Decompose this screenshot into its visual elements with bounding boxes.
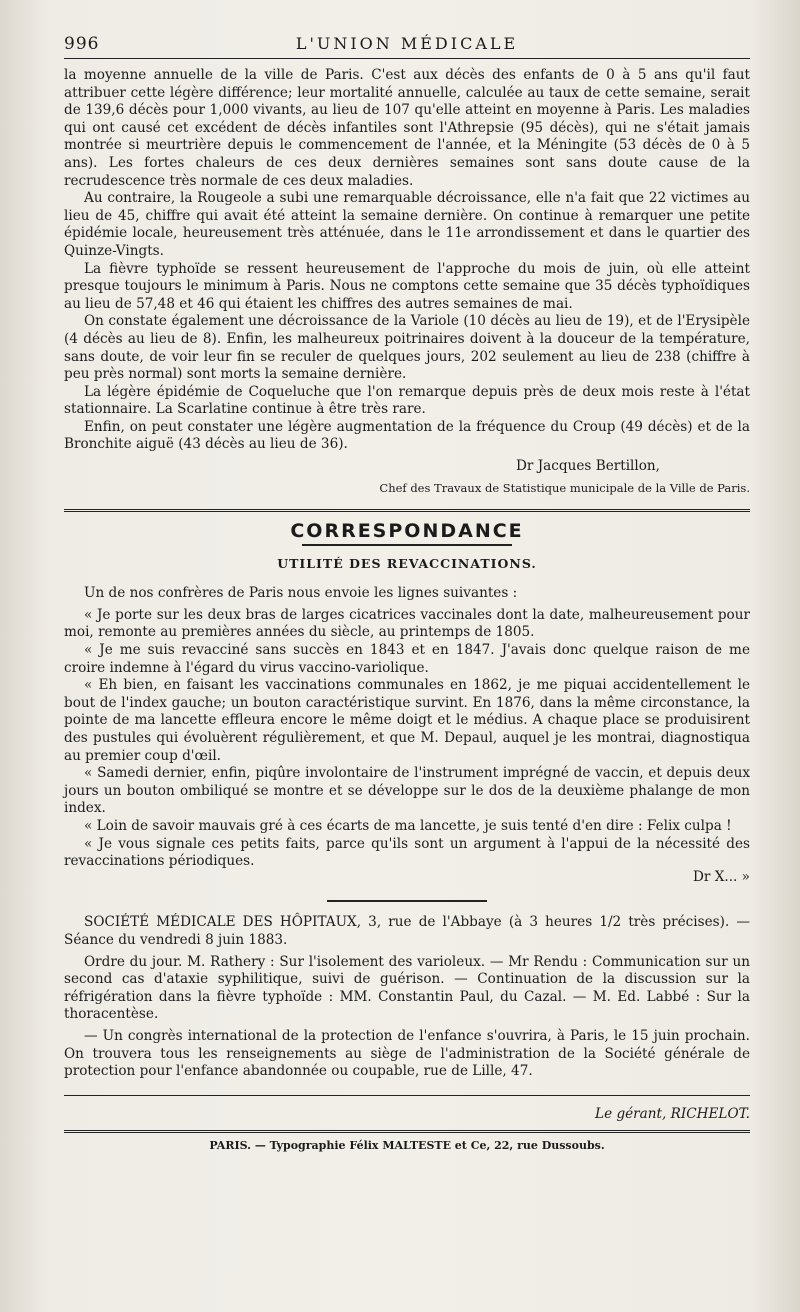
letter-paragraph: « Loin de savoir mauvais gré à ces écarts de ma lancette, je suis tenté d'en dire : Felix culpa ! bbox=[84, 817, 732, 834]
report-signature-title: Chef des Travaux de Statistique municipale de la Ville de Paris. bbox=[379, 480, 750, 495]
report-paragraph: La fièvre typhoïde se ressent heureusement de l'approche du mois de juin, où elle atteint presque toujours le minimum à Paris. Nous ne comptons cette semaine que 35 décès typhoïdiques au lieu de 57,48 et 46 qui étaient les chiffres des autres semaines de mai. bbox=[64, 260, 750, 312]
report-paragraph: la moyenne annuelle de la ville de Paris. C'est aux décès des enfants de 0 à 5 ans qu'il faut attribuer cette légère différence; leur mortalité annuelle, calculée au taux de cette semaine, serait de 139,6 décès pour 1,000 vivants, au lieu de 107 qu'elle atteint en moyenne à Paris. Les maladies qui ont causé cet excédent de décès infantiles sont l'Athrepsie (95 décès), qui ne s'était jamais montrée si meurtrière depuis le commencement de l'année, et la Méningite (53 décès de 0 à 5 ans). Les fortes chaleurs de ces deux dernières semaines sont sans doute cause de la recrudescence très normale de ces deux maladies. bbox=[64, 67, 750, 189]
letter-intro: Un de nos confrères de Paris nous envoie les lignes suivantes : bbox=[84, 585, 518, 602]
imprint-rule bbox=[64, 1130, 750, 1133]
article-subtitle: UTILITÉ DES REVACCINATIONS. bbox=[277, 556, 537, 572]
congres-notice: — Un congrès international de la protection de l'enfance s'ouvrira, à Paris, le 15 juin prochain. On trouvera tous les renseignements au siège de l'administration de la Société générale de protection pour l'enfance abandonnée ou coupable, rue de Lille, 47. bbox=[64, 1027, 750, 1080]
page-number: 996 bbox=[64, 34, 100, 54]
section-divider bbox=[64, 509, 750, 512]
report-paragraph: La légère épidémie de Coqueluche que l'on remarque depuis près de deux mois reste à l'état stationnaire. La Scarlatine continue à être très rare. bbox=[64, 383, 750, 418]
letter-paragraph: « Je me suis revacciné sans succès en 1843 et en 1847. J'avais donc quelque raison de me croire indemne à l'égard du virus vaccino-variolique. bbox=[64, 642, 750, 676]
running-head bbox=[64, 26, 750, 56]
letter-paragraph: « Je vous signale ces petits faits, parce qu'ils sont un argument à l'appui de la nécessité des revaccinations périodiques. bbox=[64, 835, 750, 870]
title-underline bbox=[302, 544, 512, 546]
correspondance-letter bbox=[64, 585, 750, 886]
section-title: CORRESPONDANCE bbox=[290, 520, 524, 543]
report-signature: Dr Jacques Bertillon, bbox=[516, 458, 660, 475]
footer-rule bbox=[64, 1095, 750, 1096]
ordre-du-jour: Ordre du jour. M. Rathery : Sur l'isolement des varioleux. — Mr Rendu : Communication sur un second cas d'ataxie syphilitique, suivi de guérison. — Continuation de la discussion sur la réfrigération dans la fièvre typhoïde : MM. Constantin Paul, du Cazal. — M. Ed. Labbé : Sur la thoracentèse. bbox=[64, 953, 750, 1023]
report-paragraph: Enfin, on peut constater une légère augmentation de la fréquence du Croup (49 décès) et de la Bronchite aiguë (43 décès au lieu de 36). bbox=[64, 418, 750, 453]
header-rule bbox=[64, 58, 750, 59]
letter-paragraph: « Samedi dernier, enfin, piqûre involontaire de l'instrument imprégné de vaccin, et depuis deux jours un bouton ombiliqué se montre et se développe sur le dos de la deuxième phalange de mon index. bbox=[64, 765, 750, 817]
gerant-line: Le gérant, RICHELOT. bbox=[595, 1105, 750, 1122]
notices-divider bbox=[327, 900, 487, 902]
imprint-line: PARIS. — Typographie Félix MALTESTE et Ce, 22, rue Dussoubs. bbox=[209, 1138, 605, 1152]
letter-paragraph: « Je porte sur les deux bras de larges cicatrices vaccinales dont la date, malheureusement pour moi, remonte au premières années du siècle, au printemps de 1805. bbox=[64, 606, 750, 641]
mortality-report bbox=[64, 67, 750, 497]
report-paragraph: On constate également une décroissance de la Variole (10 décès au lieu de 19), et de l'Erysipèle (4 décès au lieu de 8). Enfin, les malheureux poitrinaires doivent à la douceur de la température, sans doute, de voir leur fin se reculer de quelques jours, 202 seulement au lieu de 238 (chiffre à peu près normal) sont morts la semaine dernière. bbox=[64, 313, 750, 383]
letter-signature: Dr X... » bbox=[693, 868, 750, 885]
societe-notice: SOCIÉTÉ MÉDICALE DES HÔPITAUX, 3, rue de l'Abbaye (à 3 heures 1/2 très précises). — Séance du vendredi 8 juin 1883. bbox=[64, 914, 750, 948]
report-paragraph: Au contraire, la Rougeole a subi une remarquable décroissance, elle n'a fait que 22 victimes au lieu de 45, chiffre qui avait été atteint la semaine dernière. On continue à remarquer une petite épidémie locale, heureusement très atténuée, dans le 11e arrondissement et dans le quartier des Quinze-Vingts. bbox=[64, 190, 750, 259]
notices bbox=[64, 914, 750, 1080]
letter-paragraph: « Eh bien, en faisant les vaccinations communales en 1862, je me piquai accidentellement le bout de l'index gauche; un bouton caractéristique survint. En 1876, dans la même circonstance, la pointe de ma lancette effleura encore le même doigt et le médius. A chaque place se produisirent des pustules qui évoluèrent régulièrement, et que M. Depaul, auquel je les montrai, diagnostiqua au premier coup d'œil. bbox=[64, 677, 750, 764]
journal-title: L'UNION MÉDICALE bbox=[295, 34, 519, 53]
